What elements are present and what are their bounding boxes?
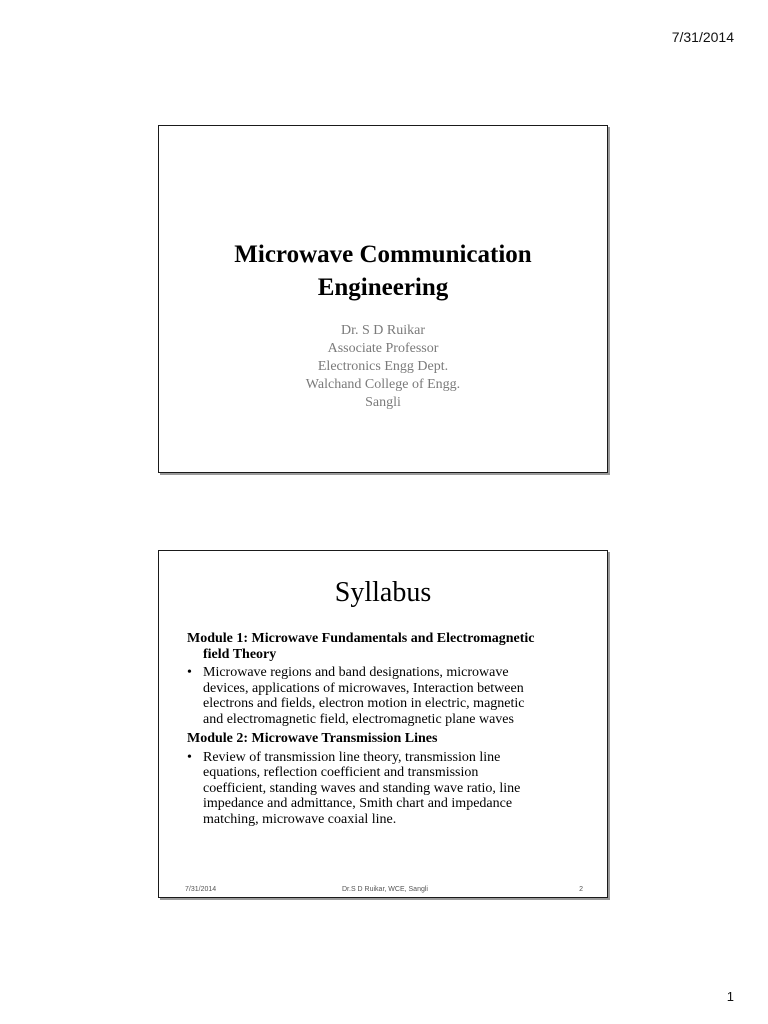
module-2-text-line-2: equations, reflection coefficient and transmission — [203, 765, 479, 780]
module-2-bullet — [187, 750, 587, 828]
slide-1-title-line-1: Microwave Communication — [234, 241, 532, 268]
module-1-text-line-3: electrons and fields, electron motion in electric, magnetic — [203, 696, 525, 711]
module-1-bullet — [187, 665, 587, 727]
module-2-text — [203, 750, 587, 828]
page-number: 1 — [726, 989, 734, 1004]
module-2-text-line-4: impedance and admittance, Smith chart and impedance — [203, 796, 513, 811]
footer-slide-number: 2 — [579, 886, 583, 893]
module-1-text-line-2: devices, applications of microwaves, Interaction between — [203, 680, 524, 696]
module-2-text-line-1: Review of transmission line theory, transmission line — [203, 749, 501, 765]
header-date: 7/31/2014 — [671, 29, 734, 45]
slide-1-title — [159, 238, 607, 304]
slide-1-title-line-2: Engineering — [317, 274, 449, 301]
slide-1 — [158, 125, 608, 473]
module-1-heading — [187, 631, 587, 662]
module-2-heading — [187, 731, 587, 747]
author-city: Sangli — [365, 395, 401, 410]
footer-date: 7/31/2014 — [185, 886, 217, 893]
module-2-text-line-3: coefficient, standing waves and standing wave ratio, line — [203, 780, 521, 796]
module-1-text-line-4: and electromagnetic field, electromagnetic plane waves — [203, 711, 514, 727]
module-1-heading-line-2: field Theory — [203, 646, 277, 662]
author-college: Walchand College of Engg. — [305, 377, 461, 392]
module-2-heading-line-1: Module 2: Microwave Transmission Lines — [187, 731, 438, 746]
bullet-icon: • — [187, 749, 192, 765]
bullet-icon: • — [187, 665, 192, 680]
slide-2 — [158, 550, 608, 898]
footer-author: Dr.S D Ruikar, WCE, Sangli — [342, 886, 428, 893]
slide-1-author-block — [159, 322, 607, 412]
author-name: Dr. S D Ruikar — [341, 323, 425, 338]
author-department: Electronics Engg Dept. — [317, 359, 449, 374]
module-1-heading-line-1: Module 1: Microwave Fundamentals and Electromagnetic — [187, 631, 535, 646]
module-1-text — [203, 665, 587, 727]
module-1-text-line-1: Microwave regions and band designations, microwave — [203, 665, 509, 680]
author-position: Associate Professor — [327, 341, 439, 356]
slide-2-title: Syllabus — [334, 577, 432, 608]
syllabus-body — [187, 631, 587, 831]
module-2-text-line-5: matching, microwave coaxial line. — [203, 811, 397, 827]
